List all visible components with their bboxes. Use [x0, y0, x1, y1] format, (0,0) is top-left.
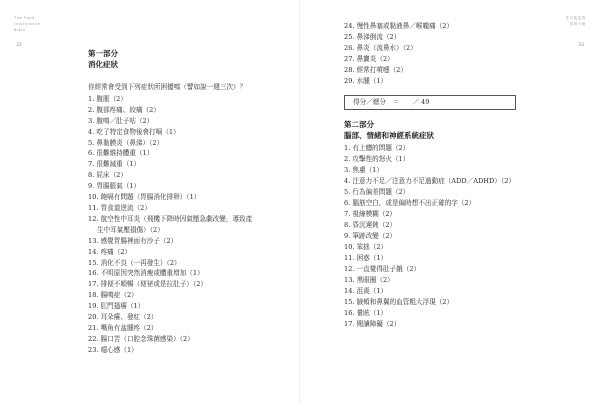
right-page — [300, 0, 600, 405]
list-item: 1. 有上癮的問題（2） — [344, 144, 410, 152]
list-item: 6. 腦筋空白，或是偏時想不出正確的字（2） — [344, 199, 476, 207]
list-item: 7. 很難減重（1） — [88, 160, 141, 169]
list-item: 24. 慢性鼻塞或黏液鼻／喉嚨痛（2） — [344, 22, 454, 30]
page-number-left: 32 — [16, 43, 22, 48]
running-head-line: 你可能是對 — [565, 16, 586, 20]
list-item: 4. 注意力不足／注意力不足過動症（ADD／ADHD）（2） — [344, 177, 515, 185]
list-item: 5. 鼻黏膜炎（鼻涕）（2） — [88, 138, 164, 147]
list-item: 3. 焦慮（1） — [344, 166, 383, 174]
running-head-line: 食物不耐 — [569, 22, 586, 26]
list-item: 3. 腹鳴／肚子咕（2） — [88, 116, 154, 125]
list-item: 6. 很難維持體重（1） — [88, 149, 154, 158]
list-item: 10. 飽嗝有問題（胃腸消化排卵）（1） — [88, 193, 201, 202]
list-item: 25. 鼻涕倒流（2） — [344, 33, 401, 41]
page-number-right: 33 — [578, 43, 584, 48]
running-head-line: Intolerance — [14, 22, 41, 26]
list-item: 5. 行為偏差問題（2） — [344, 188, 410, 196]
list-item: 10. 笨拙（2） — [344, 243, 388, 251]
list-item: 17. 排便不順暢（便祕或是拉肚子）（2） — [88, 280, 207, 289]
list-item: 14. 沮喪（1） — [344, 287, 388, 295]
list-item: 17. 閱讀障礙（2） — [344, 320, 401, 328]
list-item: 8. 昏沉遲鈍（2） — [344, 221, 397, 229]
list-item: 15. 臉頰和鼻翼的血管粗大浮現（2） — [344, 298, 454, 306]
list-item: 22. 腸口苦（口腔念珠菌感染）（2） — [88, 334, 194, 343]
list-item: 16. 不明原因突然消瘦或體重增加（1） — [88, 269, 204, 278]
list-item: 29. 水腫（1） — [344, 77, 388, 85]
list-item: 1. 腹脹（2） — [88, 94, 127, 103]
running-head-line: Bible — [14, 28, 26, 32]
list-item: 11. 困惑（1） — [344, 254, 388, 262]
list-item: 8. 屁床（2） — [88, 171, 127, 180]
list-item: 14. 疼痛（2） — [88, 247, 132, 256]
list-item: 7. 視線模糊（2） — [344, 210, 397, 218]
running-head-line: The Food — [14, 16, 35, 20]
list-item: 9. 胃腸脹氣（1） — [88, 182, 141, 191]
list-item: 20. 耳朵癢、發紅（2） — [88, 313, 158, 322]
question-text: 你經常會受到下列症狀所困擾嗎（譬如說一週三次）？ — [88, 83, 247, 91]
part-title: 腦部、情緒和神經系統症狀 — [344, 131, 434, 140]
list-item: 19. 肛門搔癢（1） — [88, 302, 145, 311]
list-item: 13. 感覺胃腸裡面有沙子（2） — [88, 236, 178, 245]
symptom-list — [344, 143, 554, 330]
list-item: 21. 嘴角有盆腫疼（2） — [88, 323, 158, 332]
list-item: 12. 航空性中耳炎（飛機下降時因氣壓急劇改變，導致產 — [88, 214, 253, 223]
list-item: 23. 噁心感（1） — [88, 345, 138, 354]
list-item-continuation: 生中耳氣壓損傷）（2） — [97, 225, 164, 234]
symptom-list — [88, 94, 288, 356]
running-head-right — [566, 15, 587, 27]
list-item: 16. 暈眩（1） — [344, 309, 388, 317]
list-item: 2. 腹部疼痛、絞痛（2） — [88, 105, 160, 114]
running-head-left — [14, 15, 40, 33]
right-content — [344, 21, 554, 330]
list-item: 11. 胃食道逆流（2） — [88, 203, 151, 212]
list-item: 2. 攻擊性的怒火（1） — [344, 155, 410, 163]
list-item: 15. 消化不良（一再發生）（2） — [88, 258, 181, 267]
part-label: 第二部分 — [344, 120, 374, 129]
score-box: 得分／總分 ＝ ／ 49 — [344, 95, 516, 110]
list-item: 27. 鼻竇炎（2） — [344, 55, 394, 63]
part-label: 第一部分 — [88, 49, 118, 58]
list-item: 28. 經常打噴嚏（2） — [344, 66, 407, 74]
list-item: 13. 黑眼圈（2） — [344, 276, 394, 284]
list-item: 9. 筆跡改變（2） — [344, 232, 397, 240]
left-content — [88, 49, 288, 356]
part-title: 消化症狀 — [88, 60, 118, 69]
list-item: 12. 一直覺得肚子餓（2） — [344, 265, 421, 273]
symptom-list-continued — [344, 21, 554, 87]
list-item: 4. 吃了特定食物後會打嗝（1） — [88, 127, 180, 136]
list-item: 18. 腸鳴症（2） — [88, 291, 138, 300]
list-item: 26. 鼻炎（流鼻水）（2） — [344, 44, 417, 52]
